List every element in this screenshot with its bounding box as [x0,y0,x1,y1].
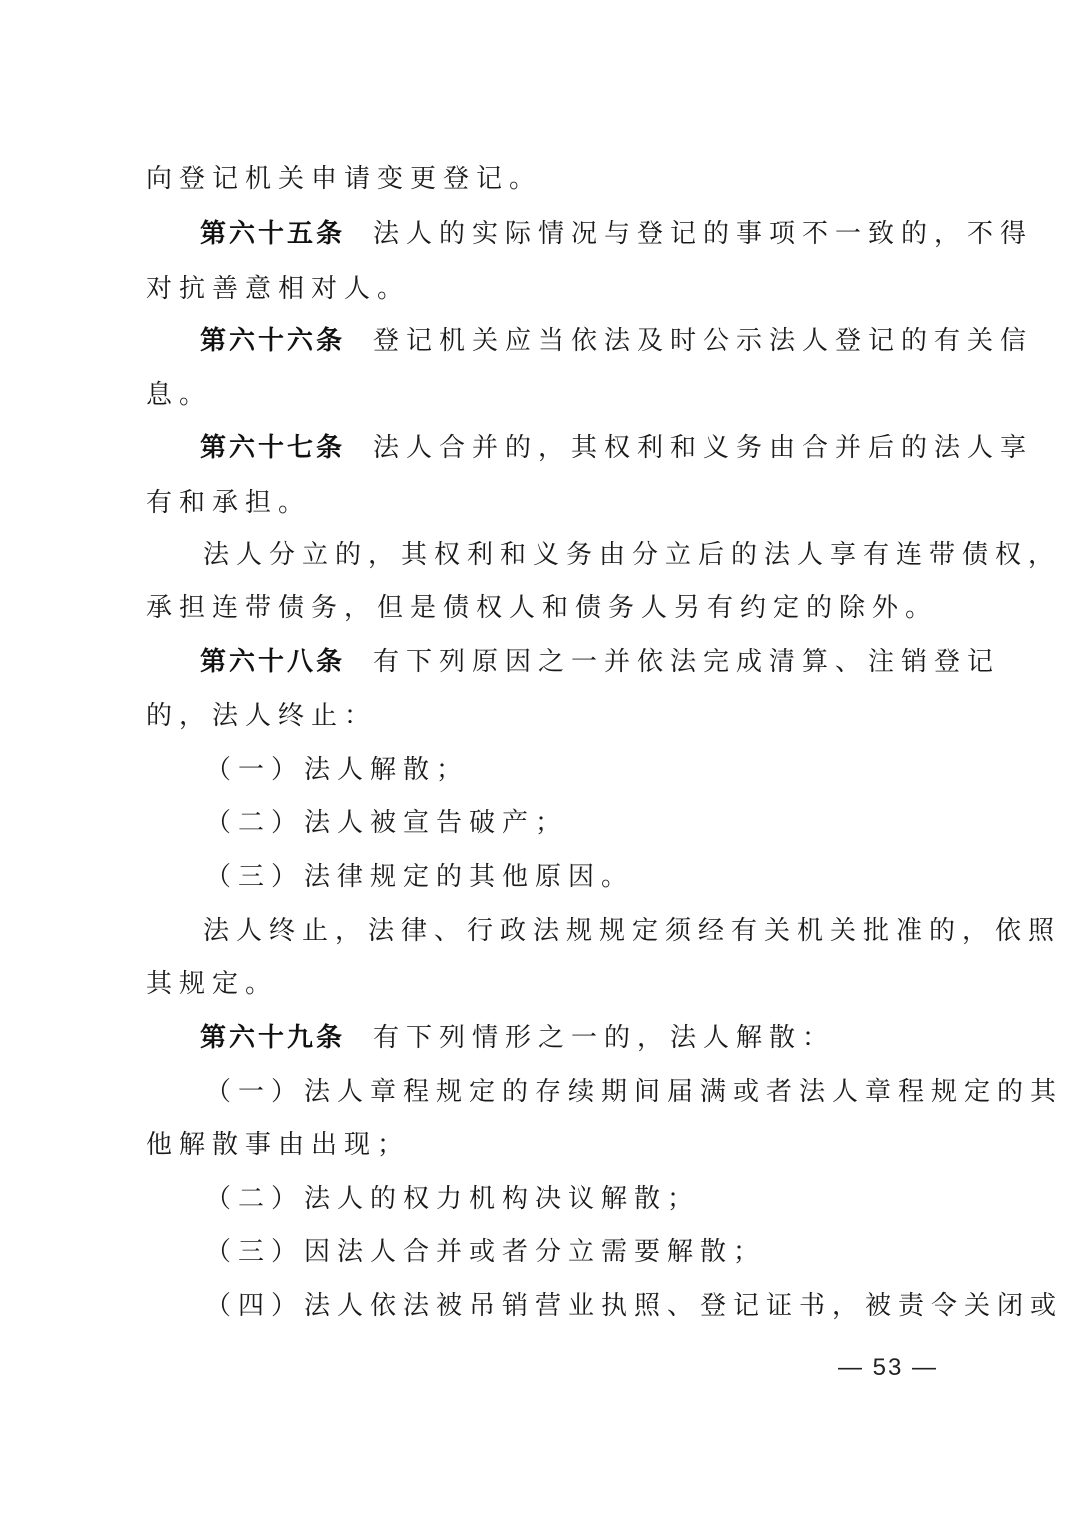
line-text: 对抗善意相对人。 [146,274,411,304]
article-69-heading-line [0,1011,1080,1065]
line-text: 法人的实际情况与登记的事项不一致的，不得 [373,219,1034,249]
paragraph-line [0,581,1080,635]
paragraph-line [0,528,1080,582]
line-text: 有下列原因之一并依法完成清算、注销登记 [373,647,1001,677]
line-text: 法人合并的，其权利和义务由合并后的法人享 [373,433,1034,463]
paragraph-line [0,1118,1080,1172]
article-67-heading-line [0,421,1080,475]
line-text: 法人终止，法律、行政法规规定须经有关机关批准的，依照 [203,916,1062,946]
line-text: 息。 [146,380,213,410]
list-item [0,1225,1080,1279]
line-text: （一）法人章程规定的存续期间届满或者法人章程规定的其 [205,1077,1064,1107]
line-text: （三）法律规定的其他原因。 [205,862,635,892]
list-item [0,1279,1080,1333]
article-number: 第六十八条 [200,647,346,677]
list-item [0,796,1080,850]
line-text: 登记机关应当依法及时公示法人登记的有关信 [373,326,1034,356]
line-text: 有和承担。 [146,488,312,518]
line-text: 向登记机关申请变更登记。 [146,164,543,194]
line-text: 其规定。 [146,969,279,999]
article-number: 第六十九条 [200,1023,346,1053]
paragraph-line [0,262,1080,316]
line-text: （四）法人依法被吊销营业执照、登记证书，被责令关闭或 [205,1291,1064,1321]
article-65-heading-line [0,207,1080,261]
line-text: 有下列情形之一的，法人解散： [373,1023,836,1053]
line-text: 的，法人终止： [146,701,378,731]
page-number: — 53 — [838,1354,939,1381]
paragraph-line [0,368,1080,422]
line-text: 法人分立的，其权利和义务由分立后的法人享有连带债权， [203,540,1062,570]
paragraph-line [0,689,1080,743]
line-text: 他解散事由出现； [146,1130,411,1160]
list-item [0,850,1080,904]
line-text: （一）法人解散； [205,755,470,785]
paragraph-line [0,476,1080,530]
article-68-heading-line [0,635,1080,689]
article-number: 第六十七条 [200,433,346,463]
article-number: 第六十六条 [200,326,346,356]
line-text: 承担连带债务，但是债权人和债务人另有约定的除外。 [146,593,939,623]
article-number: 第六十五条 [200,219,346,249]
line-text: （三）因法人合并或者分立需要解散； [205,1237,767,1267]
paragraph-line [0,152,1080,206]
paragraph-line [0,904,1080,958]
article-66-heading-line [0,314,1080,368]
list-item [0,1172,1080,1226]
paragraph-line [0,957,1080,1011]
list-item [0,1065,1080,1119]
line-text: （二）法人被宣告破产； [205,808,569,838]
line-text: （二）法人的权力机构决议解散； [205,1184,701,1214]
list-item [0,743,1080,797]
